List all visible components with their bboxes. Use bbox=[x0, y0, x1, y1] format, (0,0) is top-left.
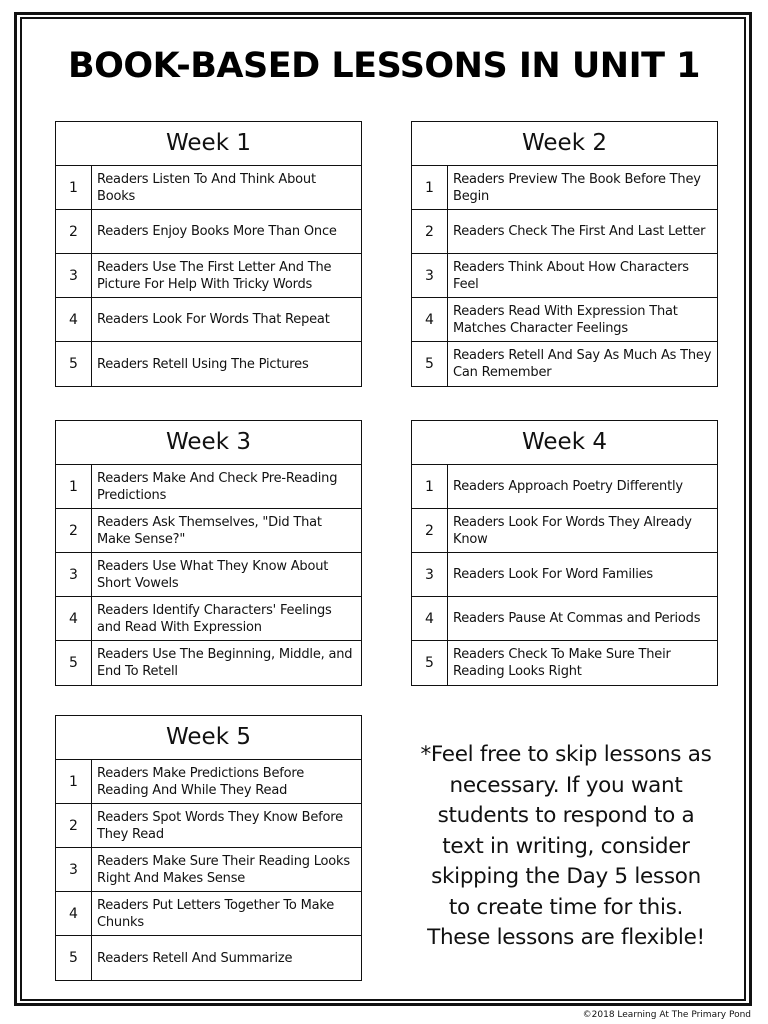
lesson-row bbox=[412, 166, 717, 210]
lesson-number: 3 bbox=[56, 848, 92, 891]
lesson-number: 1 bbox=[56, 465, 92, 508]
lesson-row bbox=[412, 342, 717, 386]
lesson-number: 2 bbox=[412, 509, 448, 552]
lesson-row bbox=[412, 597, 717, 641]
lesson-number: 4 bbox=[56, 892, 92, 935]
page-title: BOOK-BASED LESSONS IN UNIT 1 bbox=[67, 46, 701, 86]
lesson-row bbox=[56, 166, 361, 210]
lesson-number: 3 bbox=[56, 553, 92, 596]
lesson-number: 3 bbox=[56, 254, 92, 297]
lesson-title: Readers Approach Poetry Differently bbox=[453, 479, 683, 494]
lesson-row bbox=[412, 553, 717, 597]
lesson-row bbox=[412, 465, 717, 509]
lesson-title: Readers Identify Characters' Feelings and Read With Expression bbox=[97, 602, 332, 635]
week-5-table bbox=[55, 715, 362, 981]
week-heading: Week 4 bbox=[412, 421, 717, 465]
lesson-row bbox=[56, 465, 361, 509]
lesson-number: 2 bbox=[56, 804, 92, 847]
lesson-number: 4 bbox=[412, 597, 448, 640]
lesson-number: 2 bbox=[56, 509, 92, 552]
lesson-row bbox=[56, 936, 361, 980]
lesson-number: 3 bbox=[412, 254, 448, 297]
lesson-row bbox=[56, 254, 361, 298]
lesson-row bbox=[412, 641, 717, 685]
lesson-row bbox=[56, 597, 361, 641]
lesson-title: Readers Listen To And Think About Books bbox=[97, 171, 316, 204]
lesson-number: 3 bbox=[412, 553, 448, 596]
lesson-number: 4 bbox=[412, 298, 448, 341]
lesson-row bbox=[56, 298, 361, 342]
lesson-row bbox=[56, 210, 361, 254]
lesson-number: 1 bbox=[56, 166, 92, 209]
lesson-row bbox=[412, 298, 717, 342]
lesson-row bbox=[56, 553, 361, 597]
week-4-table bbox=[411, 420, 718, 686]
lesson-number: 1 bbox=[56, 760, 92, 803]
lesson-number: 5 bbox=[56, 936, 92, 980]
lesson-title: Readers Think About How Characters Feel bbox=[453, 259, 689, 292]
lesson-title: Readers Retell And Say As Much As They Can Remember bbox=[453, 348, 712, 380]
lesson-row bbox=[56, 641, 361, 685]
lesson-row bbox=[56, 760, 361, 804]
week-heading: Week 3 bbox=[56, 421, 361, 465]
lesson-title: Readers Make Sure Their Reading Looks Right And Makes Sense bbox=[97, 853, 350, 886]
lesson-row bbox=[412, 210, 717, 254]
lesson-row bbox=[56, 509, 361, 553]
lesson-title: Readers Look For Words They Already Know bbox=[453, 514, 692, 547]
lesson-number: 2 bbox=[412, 210, 448, 253]
week-heading: Week 1 bbox=[56, 122, 361, 166]
lesson-title: Readers Spot Words They Know Before They Read bbox=[97, 809, 343, 842]
lesson-title: Readers Ask Themselves, "Did That Make Sense?" bbox=[97, 514, 322, 547]
week-1-table bbox=[55, 121, 362, 387]
week-heading: Week 5 bbox=[56, 716, 361, 760]
lesson-row bbox=[56, 848, 361, 892]
lesson-title: Readers Read With Expression That Matches Character Feelings bbox=[453, 303, 678, 336]
lesson-title: Readers Look For Word Families bbox=[453, 567, 654, 582]
lesson-title: Readers Make And Check Pre-Reading Predictions bbox=[97, 470, 338, 503]
lesson-title: Readers Put Letters Together To Make Chunks bbox=[97, 897, 335, 930]
week-2-table bbox=[411, 121, 718, 387]
lesson-row bbox=[412, 509, 717, 553]
lesson-title: Readers Check To Make Sure Their Reading Looks Right bbox=[453, 647, 671, 679]
lesson-number: 2 bbox=[56, 210, 92, 253]
lesson-row bbox=[56, 804, 361, 848]
lesson-number: 5 bbox=[412, 641, 448, 685]
lesson-row bbox=[412, 254, 717, 298]
copyright-notice: ©2018 Learning At The Primary Pond bbox=[582, 1010, 751, 1020]
lesson-row bbox=[56, 892, 361, 936]
lesson-title: Readers Check The First And Last Letter bbox=[453, 224, 706, 239]
lesson-number: 4 bbox=[56, 597, 92, 640]
lesson-title: Readers Pause At Commas and Periods bbox=[453, 611, 701, 626]
lesson-number: 1 bbox=[412, 166, 448, 209]
week-3-table bbox=[55, 420, 362, 686]
flexibility-note: *Feel free to skip lessons as necessary. If you want students to respond to a text in writing, consider skipping the Day 5 lesson to create time for this. These lessons are flexible! bbox=[420, 742, 712, 950]
lesson-row bbox=[56, 342, 361, 386]
lesson-title: Readers Enjoy Books More Than Once bbox=[97, 224, 337, 239]
lesson-number: 1 bbox=[412, 465, 448, 508]
lesson-number: 4 bbox=[56, 298, 92, 341]
lesson-title: Readers Use The First Letter And The Picture For Help With Tricky Words bbox=[97, 259, 332, 292]
lesson-number: 5 bbox=[56, 641, 92, 685]
lesson-number: 5 bbox=[412, 342, 448, 386]
lesson-title: Readers Preview The Book Before They Begin bbox=[453, 171, 701, 204]
lesson-title: Readers Make Predictions Before Reading And While They Read bbox=[97, 765, 305, 798]
lesson-title: Readers Retell Using The Pictures bbox=[97, 356, 309, 372]
week-heading: Week 2 bbox=[412, 122, 717, 166]
lesson-title: Readers Use The Beginning, Middle, and End To Retell bbox=[97, 647, 353, 679]
lesson-title: Readers Look For Words That Repeat bbox=[97, 312, 330, 327]
lesson-title: Readers Retell And Summarize bbox=[97, 950, 293, 966]
lesson-number: 5 bbox=[56, 342, 92, 386]
lesson-title: Readers Use What They Know About Short Vowels bbox=[97, 558, 329, 591]
